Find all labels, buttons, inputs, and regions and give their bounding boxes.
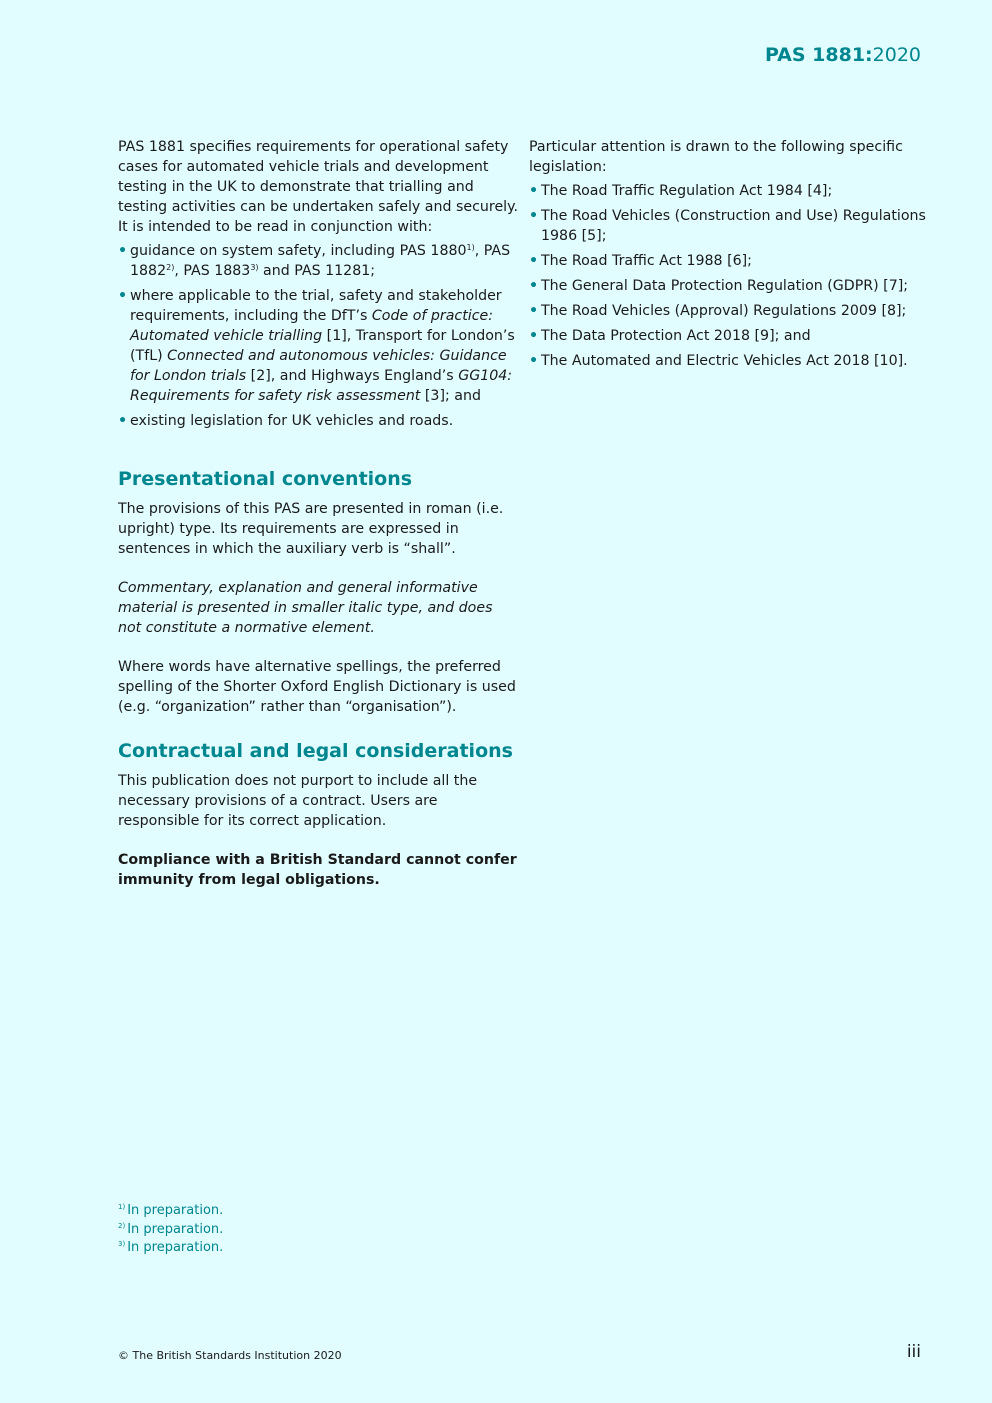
- bullet-icon: •: [529, 208, 539, 224]
- bullet-icon: •: [529, 328, 539, 344]
- legislation-intro: Particular attention is drawn to the following specific legislation:: [529, 139, 903, 175]
- bullet-icon: •: [118, 413, 128, 429]
- intro-list-item: • existing legislation for UK vehicles and roads.: [118, 413, 454, 429]
- page-number: iii: [906, 1342, 921, 1362]
- publication-title: Code of practice: Automated vehicle trialling: [130, 308, 494, 344]
- bullet-icon: •: [118, 288, 128, 304]
- paragraph: The provisions of this PAS are presented in roman (i.e. upright) type. Its requirements are expressed in sentences in which the auxiliary verb is “shall”.: [118, 501, 504, 557]
- bullet-icon: •: [529, 183, 539, 199]
- footnote: $^{1)}$ In preparation.: [118, 1203, 224, 1218]
- legislation-item: • The Road Traffic Act 1988 [6];: [529, 253, 752, 269]
- footnote: $^{2)}$ In preparation.: [118, 1221, 224, 1237]
- legislation-item: • The Automated and Electric Vehicles Act 2018 [10].: [529, 353, 908, 369]
- section-heading: Presentational conventions: [118, 468, 413, 490]
- paragraph: Where words have alternative spellings, the preferred spelling of the Shorter Oxford English Dictionary is used (e.g. “organization” rather than “organisation”).: [118, 659, 516, 715]
- standard-code: PAS 1881:: [764, 44, 873, 66]
- compliance-statement: Compliance with a British Standard cannot confer immunity from legal obligations.: [118, 852, 517, 888]
- contractual-section: [118, 739, 518, 890]
- legislation-item: • The Road Vehicles (Approval) Regulations 2009 [8];: [529, 303, 907, 319]
- copyright-notice: © The British Standards Institution 2020: [118, 1349, 342, 1362]
- standard-year: 2020: [872, 44, 921, 66]
- right-column: [529, 137, 929, 376]
- footnotes: [118, 1202, 223, 1258]
- document-header: [765, 44, 921, 66]
- legislation-item: • The Data Protection Act 2018 [9]; and: [529, 328, 811, 344]
- legislation-list: [529, 181, 929, 371]
- publication-title: GG104: Requirements for safety risk assessment: [130, 368, 513, 404]
- bullet-icon: •: [529, 303, 539, 319]
- legislation-item: • The Road Traffic Regulation Act 1984 [4];: [529, 183, 833, 199]
- publication-title: Connected and autonomous vehicles: Guidance for London trials: [130, 348, 507, 384]
- bullet-icon: •: [529, 353, 539, 369]
- commentary-paragraph: Commentary, explanation and general informative material is presented in smaller italic type, and does not constitute a normative element.: [118, 580, 493, 636]
- bullet-icon: •: [118, 243, 128, 259]
- presentational-section: [118, 467, 518, 717]
- intro-list-item: • where applicable to the trial, safety and stakeholder requirements, including the DfT’s Code of practice: Automated vehicle trialling [1], Transport for London’s (TfL) Connected and autonomous vehicles: Guidance for London trials [2], and Highways England’s GG104: Requirements for safety risk assessment [3]; and: [118, 288, 515, 404]
- intro-list-item: • guidance on system safety, including PAS 1880$^{1)}$, PAS 1882$^{2)}$, PAS 1883$^{3)}$ and PAS 11281;: [118, 243, 511, 279]
- left-column: [118, 137, 518, 890]
- legislation-item: • The General Data Protection Regulation (GDPR) [7];: [529, 278, 909, 294]
- intro-list: [118, 241, 518, 431]
- footnote-ref: 1): [466, 243, 475, 252]
- footnote: $^{3)}$ In preparation.: [118, 1240, 224, 1255]
- footnote-ref: 3): [250, 263, 259, 272]
- intro-paragraph: PAS 1881 specifies requirements for operational safety cases for automated vehicle trials and development testing in the UK to demonstrate that trialling and testing activities can be undertaken safely and securely. It is intended to be read in conjunction with:: [118, 139, 518, 235]
- legislation-item: • The Road Vehicles (Construction and Use) Regulations 1986 [5];: [529, 208, 926, 244]
- paragraph: This publication does not purport to include all the necessary provisions of a contract. Users are responsible for its correct application.: [118, 773, 478, 829]
- bullet-icon: •: [529, 253, 539, 269]
- footnote-ref: 2): [166, 263, 175, 272]
- section-heading: Contractual and legal considerations: [118, 740, 513, 762]
- bullet-icon: •: [529, 278, 539, 294]
